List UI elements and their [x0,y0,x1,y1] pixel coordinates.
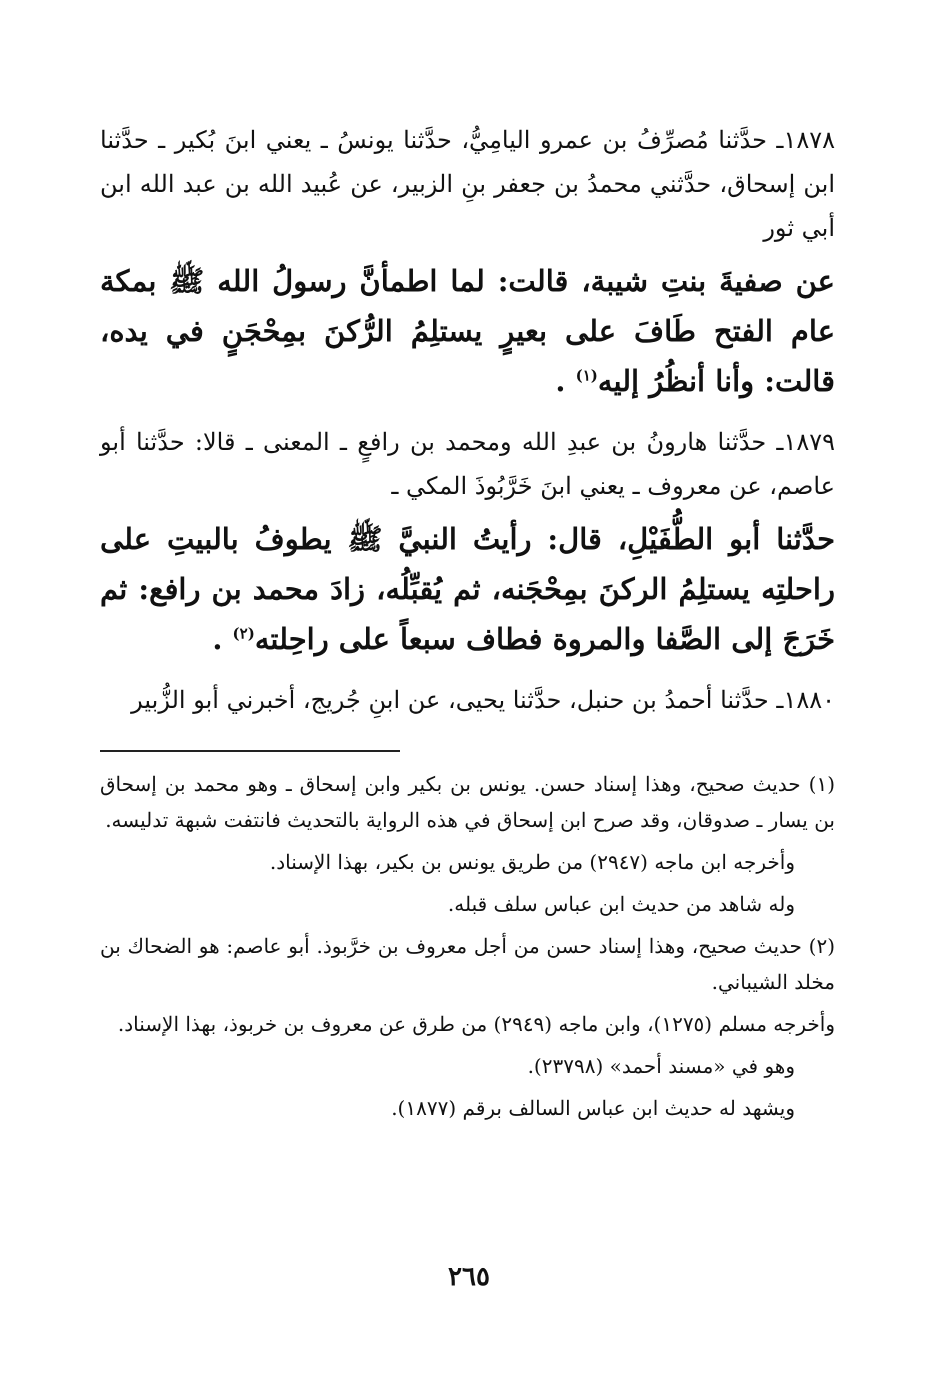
page-number: ٢٦٥ [448,1262,490,1292]
hadith-1878-matn [100,256,835,406]
footnote-ref-2: (٢) [232,624,255,643]
footnote-1-main: (١) حديث صحيح، وهذا إسناد حسن. يونس بن بكير وابن إسحاق ـ وهو محمد بن إسحاق بن يسار ـ صدوقان، وقد صرح ابن إسحاق في هذه الرواية بالتحديث فانتفت شبهة تدليسه. [100,772,835,832]
page-body [100,118,835,1132]
hadith-1879-isnad: ١٨٧٩ـ حدَّثنا هارونُ بن عبدِ الله ومحمد بن رافعٍ ـ المعنى ـ قالا: حدَّثنا أبو عاصم، عن معروف ـ يعني ابنَ خَرَّبُوذَ المكي ـ [100,428,835,500]
footnote-1-shahid: وله شاهد من حديث ابن عباس سلف قبله. [447,892,795,916]
footnote-2-shahid: ويشهد له حديث ابن عباس السالف برقم (١٨٧٧). [391,1096,795,1120]
footnote-2-main: (٢) حديث صحيح، وهذا إسناد حسن من أجل معروف بن خرَّبوذ. أبو عاصم: هو الضحاك بن مخلد الشيباني. [100,934,835,994]
hadith-1879-matn-text: حدَّثنا أبو الطُّفَيْلِ، قال: رأيتُ النبيَّ ﷺ يطوفُ بالبيتِ على راحلتِه يستلِمُ الركنَ بمِحْجَنه، ثم يُقبِّلُه، زادَ محمد بن رافع: ثم خَرَجَ إلى الصَّفا والمروة فطاف سبعاً على راحِلته [100,522,835,656]
footnote-1-takhrij: وأخرجه ابن ماجه (٢٩٤٧) من طريق يونس بن بكير، بهذا الإسناد. [269,850,795,874]
footnote-2-musnad: وهو في «مسند أحمد» (٢٣٧٩٨). [527,1054,795,1078]
footnote-2-takhrij: وأخرجه مسلم (١٢٧٥)، وابن ماجه (٢٩٤٩) من طرق عن معروف بن خربوذ، بهذا الإسناد. [117,1012,835,1036]
footnote-ref-1: (١) [575,366,598,385]
hadith-1878-end: . [555,364,566,398]
hadith-1879-matn [100,514,835,664]
hadith-1878-matn-text: عن صفيةَ بنتِ شيبة، قالت: لما اطمأنَّ رسولُ الله ﷺ بمكة عام الفتح طَافَ على بعيرٍ يستلِمُ الرُّكنَ بمِحْجَنٍ في يده، قالت: وأنا أنظُرُ إليه [100,264,835,398]
footnote-separator [100,750,400,752]
hadith-1879-end: . [212,622,223,656]
hadith-1880-isnad: ١٨٨٠ـ حدَّثنا أحمدُ بن حنبل، حدَّثنا يحيى، عن ابنِ جُريج، أخبرني أبو الزُّبير [131,686,835,714]
hadith-1878-isnad: ١٨٧٨ـ حدَّثنا مُصرِّفُ بن عمرو اليامِيُّ، حدَّثنا يونسُ ـ يعني ابنَ بُكير ـ حدَّثنا ابن إسحاق، حدَّثني محمدُ بن جعفر بنِ الزبير، عن عُبيد الله بن عبد الله ابن أبي ثور [100,126,835,242]
